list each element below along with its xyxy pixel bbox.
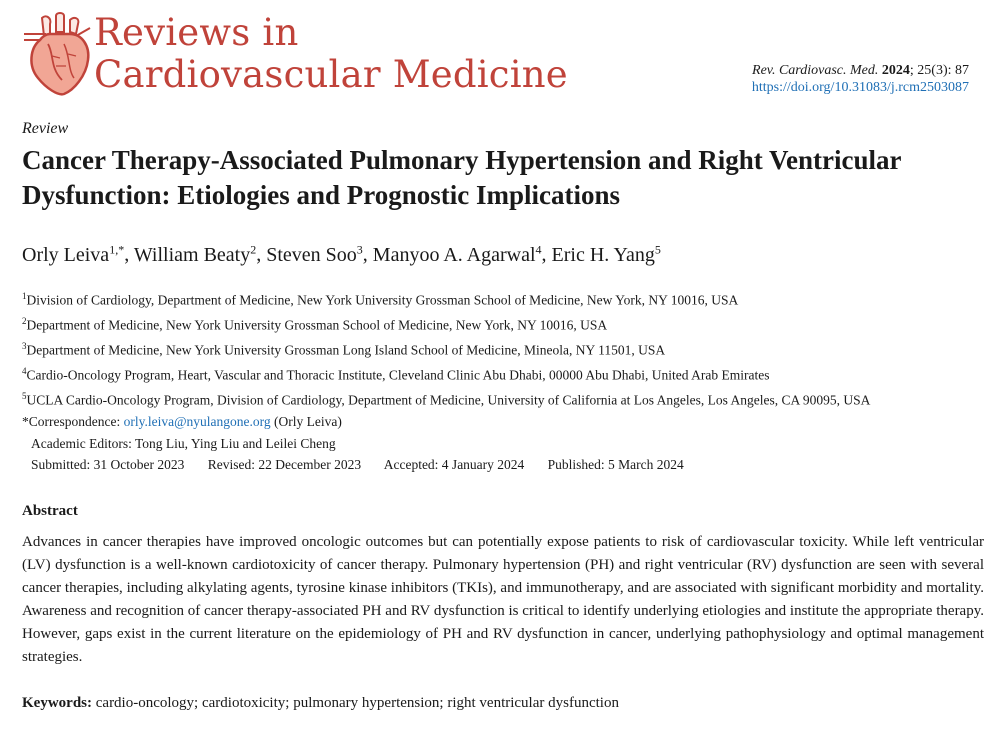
article-type: Review [22,120,69,137]
article-dates [22,454,992,476]
citation-journal: Rev. Cardiovasc. Med. [752,63,879,78]
author[interactable]: Manyoo A. Agarwal$^4$ [372,242,542,266]
keywords-list: cardio-oncology; cardiotoxicity; pulmonary hypertension; right ventricular dysfunction [95,695,619,711]
keywords-label: Keywords: [22,695,92,711]
affiliation: $^2$Department of Medicine, New York University Grossman School of Medicine, New York, NY 10016, USA [22,316,608,333]
affiliation: $^1$Division of Cardiology, Department of Medicine, New York University Grossman School of Medicine, New York, NY 10016, USA [22,291,739,308]
abstract-text: Advances in cancer therapies have improved oncologic outcomes but can potentially expose patients to risk of cardiovascular toxicity. While left ventricular (LV) dysfunction is a well-known cardiotoxicity of cancer therapy. Pulmonary hypertension (PH) and right ventricular (RV) dysfunction are seen with several cancer therapies, including alkylating agents, tyrosine kinase inhibitors (TKIs), and immunotherapy, and are associated with significant morbidity and mortality. Awareness and recognition of cancer therapy-associated PH and RV dysfunction is critical to identify underlying etiologies and institute the appropriate therapy. However, gaps exist in the current literature on the epidemiology of PH and RV dysfunction in cancer, underlying pathophysiology and optimal management strategies. [22,534,984,665]
submitted-date: Submitted: 31 October 2023 [31,457,185,472]
revised-date: Revised: 22 December 2023 [207,457,362,472]
keywords [22,695,619,712]
academic-editors: Academic Editors: Tong Liu, Ying Liu and Leilei Cheng [31,435,336,451]
correspondence-email-link[interactable]: orly.leiva@nyulangone.org [123,414,271,429]
correspondence: *Correspondence: orly.leiva@nyulangone.org (Orly Leiva) [22,414,342,429]
citation-year: 2024 [881,63,910,78]
published-date: Published: 5 March 2024 [547,457,684,472]
citation-reference [752,63,969,78]
author[interactable]: Orly Leiva$^{1,*}$ [22,242,125,266]
article-title: Cancer Therapy-Associated Pulmonary Hypertension and Right Ventricular Dysfunction: Etiologies and Prognostic Implications [22,145,902,210]
author[interactable]: Steven Soo$^3$ [266,242,363,266]
author-list: Orly Leiva$^{1,*}$, William Beaty$^2$, Steven Soo$^3$, Manyoo A. Agarwal$^4$, Eric H. Yang$^5$ [22,242,661,266]
journal-name-line2: Cardiovascular Medicine [94,53,568,96]
anatomical-heart-icon [20,10,100,98]
abstract-heading: Abstract [22,503,78,519]
affiliation: $^5$UCLA Cardio-Oncology Program, Division of Cardiology, Department of Medicine, University of California at Los Angeles, Los Angeles, CA 90095, USA [22,391,871,408]
doi-link[interactable]: https://doi.org/10.31083/j.rcm2503087 [751,80,969,95]
author[interactable]: William Beaty$^2$ [133,242,257,266]
citation-block [752,62,969,96]
author[interactable]: Eric H. Yang$^5$ [551,242,661,266]
affiliation: $^3$Department of Medicine, New York University Grossman Long Island School of Medicine, Mineola, NY 11501, USA [22,341,666,358]
journal-name [94,12,568,96]
citation-volume: ; 25(3): 87 [909,63,969,78]
affiliations [22,286,992,476]
accepted-date: Accepted: 4 January 2024 [383,457,525,472]
journal-name-line1: Reviews in [94,11,299,54]
affiliation: $^4$Cardio-Oncology Program, Heart, Vascular and Thoracic Institute, Cleveland Clinic Abu Dhabi, 00000 Abu Dhabi, United Arab Emirates [22,366,770,383]
